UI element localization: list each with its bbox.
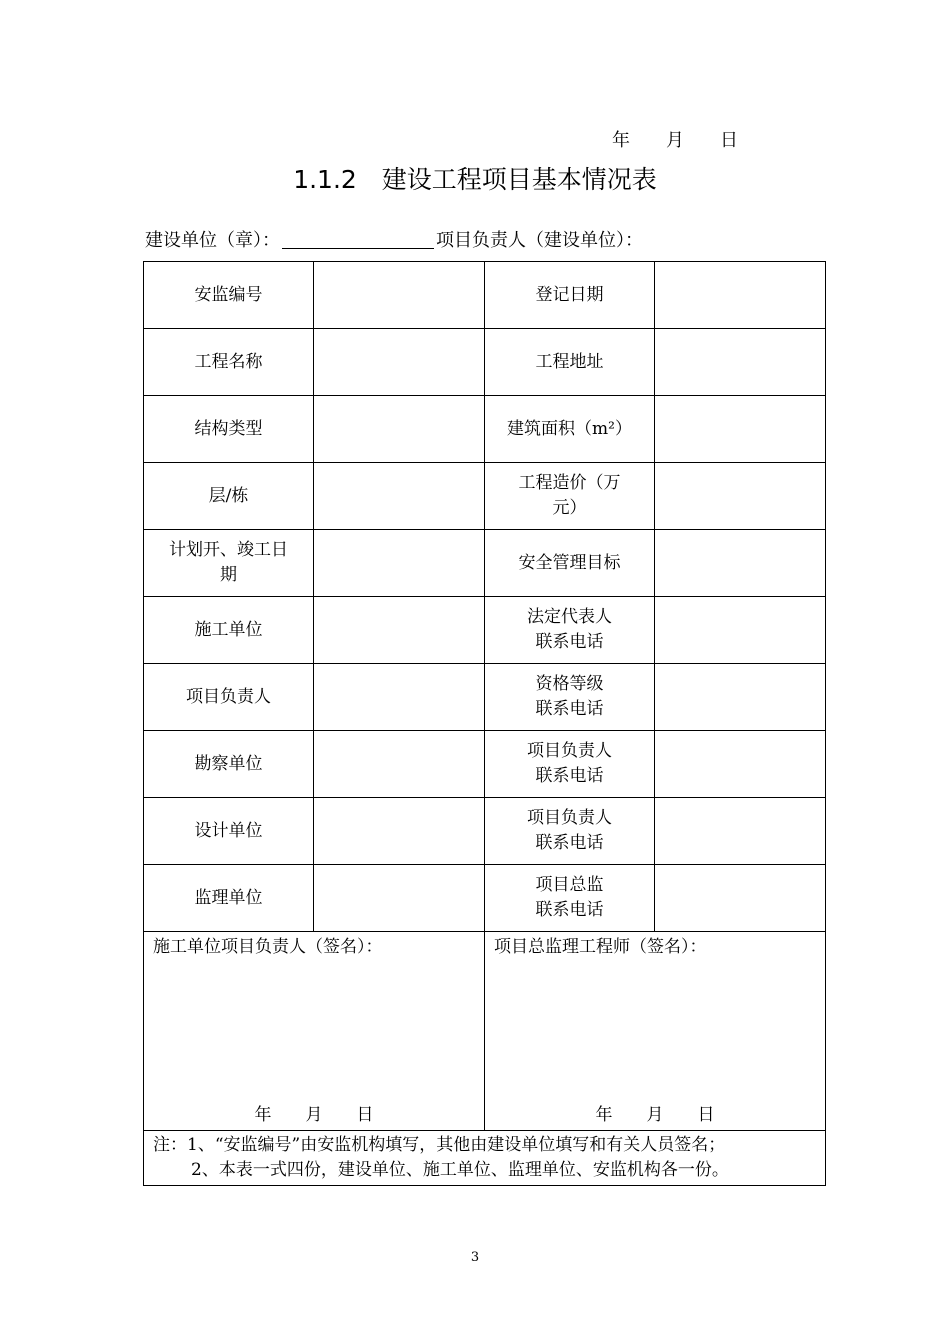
table-row — [144, 865, 826, 932]
field-label: 资格等级 联系电话 — [485, 664, 655, 731]
field-value-cell[interactable] — [655, 463, 826, 530]
field-label: 工程地址 — [485, 329, 655, 396]
field-value-cell[interactable] — [314, 530, 485, 597]
field-value-cell[interactable] — [655, 664, 826, 731]
field-value-cell[interactable] — [655, 530, 826, 597]
field-value-cell[interactable] — [314, 597, 485, 664]
project-info-table — [143, 261, 826, 1186]
supervisor-signature-label: 项目总监理工程师（签名）： — [494, 937, 707, 957]
table-row — [144, 664, 826, 731]
field-label: 法定代表人 联系电话 — [485, 597, 655, 664]
notes-cell — [144, 1131, 826, 1186]
field-value-cell[interactable] — [655, 865, 826, 932]
field-label: 施工单位 — [144, 597, 314, 664]
note-line-2: 2、本表一式四份，建设单位、施工单位、监理单位、安监机构各一份。 — [191, 1160, 729, 1180]
construction-unit-label: 建设单位（章）： — [145, 230, 280, 251]
form-header — [145, 226, 643, 252]
field-label: 计划开、竣工日 期 — [144, 530, 314, 597]
field-label: 工程名称 — [144, 329, 314, 396]
table-row — [144, 262, 826, 329]
field-label: 安监编号 — [144, 262, 314, 329]
supervisor-signature-cell[interactable] — [485, 932, 826, 1131]
field-label: 项目负责人 — [144, 664, 314, 731]
notes-row — [144, 1131, 826, 1186]
field-label: 勘察单位 — [144, 731, 314, 798]
field-label: 登记日期 — [485, 262, 655, 329]
field-label: 设计单位 — [144, 798, 314, 865]
field-value-cell[interactable] — [314, 262, 485, 329]
header-date: 年 月 日 — [612, 130, 738, 151]
table-row — [144, 731, 826, 798]
page-number: 3 — [470, 1250, 480, 1265]
contractor-signature-date: 年 月 日 — [254, 1105, 374, 1125]
table-body — [144, 262, 826, 1186]
project-manager-label: 项目负责人（建设单位）： — [436, 230, 643, 251]
field-value-cell[interactable] — [655, 597, 826, 664]
field-label: 项目负责人 联系电话 — [485, 731, 655, 798]
table-row — [144, 530, 826, 597]
field-value-cell[interactable] — [314, 798, 485, 865]
field-value-cell[interactable] — [655, 396, 826, 463]
field-value-cell[interactable] — [314, 396, 485, 463]
field-label: 层/栋 — [144, 463, 314, 530]
field-value-cell[interactable] — [314, 329, 485, 396]
field-value-cell[interactable] — [655, 262, 826, 329]
field-label: 项目总监 联系电话 — [485, 865, 655, 932]
construction-unit-blank[interactable] — [282, 247, 434, 249]
note-line-1: 注：1、“安监编号”由安监机构填写，其他由建设单位填写和有关人员签名； — [153, 1135, 726, 1155]
contractor-signature-label: 施工单位项目负责人（签名）： — [153, 937, 383, 957]
table-row — [144, 597, 826, 664]
table-row — [144, 463, 826, 530]
field-label: 工程造价（万 元） — [485, 463, 655, 530]
field-label: 结构类型 — [144, 396, 314, 463]
table-row — [144, 396, 826, 463]
signature-row — [144, 932, 826, 1131]
table-row — [144, 798, 826, 865]
table-row — [144, 329, 826, 396]
page-title: 1.1.2 建设工程项目基本情况表 — [293, 165, 657, 194]
field-value-cell[interactable] — [314, 731, 485, 798]
field-value-cell[interactable] — [655, 731, 826, 798]
field-value-cell[interactable] — [314, 664, 485, 731]
field-label: 项目负责人 联系电话 — [485, 798, 655, 865]
contractor-signature-cell[interactable] — [144, 932, 485, 1131]
field-value-cell[interactable] — [655, 798, 826, 865]
field-label: 建筑面积（m²） — [485, 396, 655, 463]
field-label: 安全管理目标 — [485, 530, 655, 597]
field-value-cell[interactable] — [314, 463, 485, 530]
field-value-cell[interactable] — [314, 865, 485, 932]
field-value-cell[interactable] — [655, 329, 826, 396]
field-label: 监理单位 — [144, 865, 314, 932]
supervisor-signature-date: 年 月 日 — [595, 1105, 715, 1125]
